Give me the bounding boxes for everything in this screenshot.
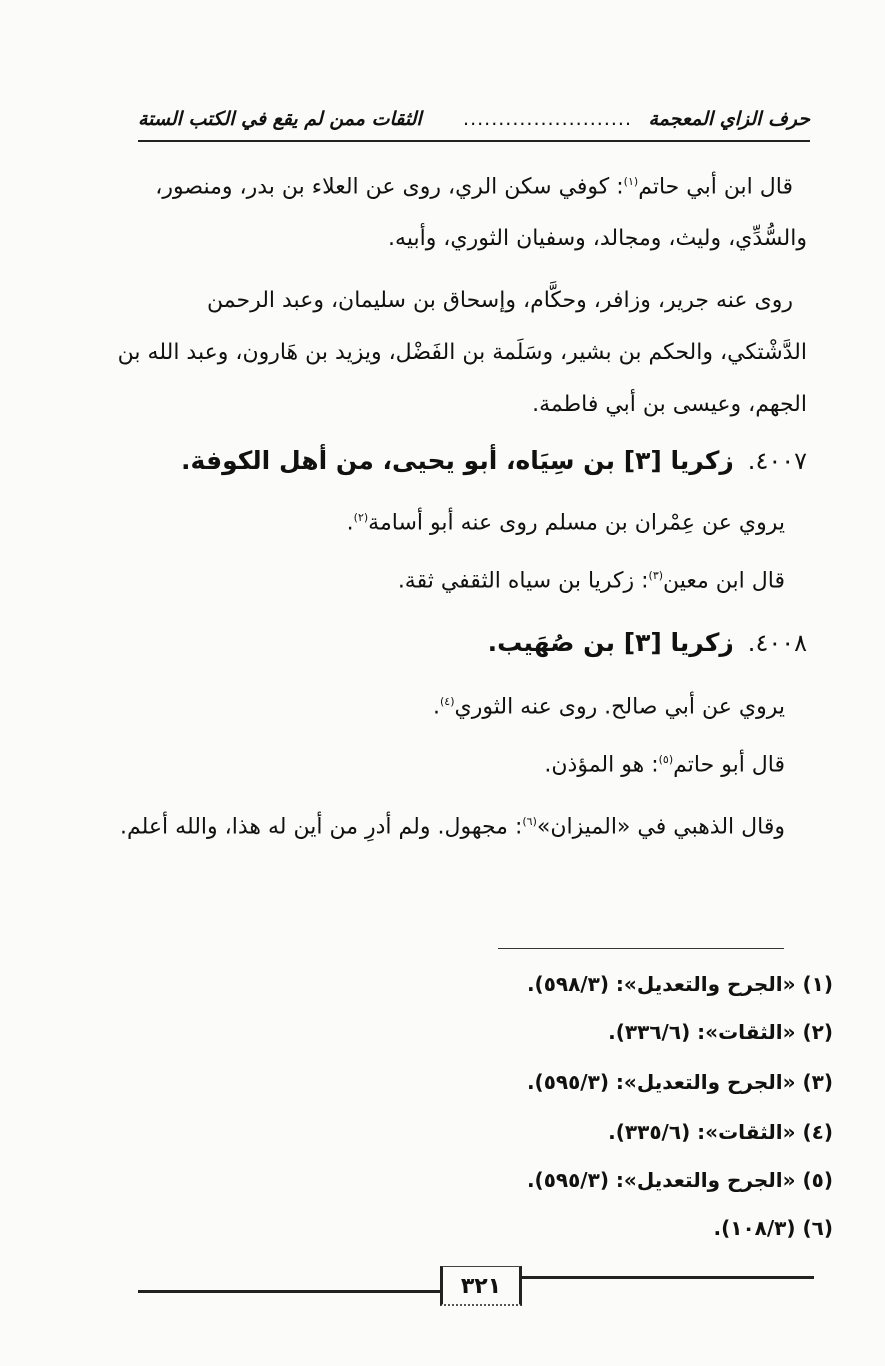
footnote-marker: (٣) xyxy=(648,569,664,582)
text-run: : كوفي سكن الري، روى عن العلاء بن بدر، ومنصور، xyxy=(155,174,624,200)
text-line: روى عنه جرير، وزافر، وحكَّام، وإسحاق بن سليمان، وعبد الرحمن xyxy=(207,288,793,313)
footnote-5: (٥) «الجرح والتعديل»: (٥٩٥/٣). xyxy=(526,1168,833,1192)
footnote-6: (٦) (١٠٨/٣). xyxy=(713,1216,833,1240)
text-run: : مجهول. ولم أدرِ من أين له هذا، والله أعلم. xyxy=(120,814,523,840)
text-line: الجهم، وعيسى بن أبي فاطمة. xyxy=(532,392,807,417)
footnote-3: (٣) «الجرح والتعديل»: (٥٩٥/٣). xyxy=(526,1070,833,1094)
footnote-marker: (٥) xyxy=(658,753,674,766)
footnote-2: (٢) «الثقات»: (٣٣٦/٦). xyxy=(608,1020,833,1044)
entry-heading-4008 xyxy=(87,628,807,657)
text-line xyxy=(105,696,785,718)
footnote-marker: (٤) xyxy=(440,695,455,708)
chapter-title: حرف الزاي المعجمة xyxy=(648,108,810,130)
footnote-marker: (٦) xyxy=(522,815,537,828)
text-run: وقال الذهبي في «الميزان» xyxy=(536,814,785,840)
text-run: : زكريا بن سياه الثقفي ثقة. xyxy=(397,568,649,594)
text-line xyxy=(105,754,785,776)
entry-number: ٤٠٠٨. xyxy=(747,629,807,657)
page-number-rule-right xyxy=(522,1276,814,1279)
entry-number: ٤٠٠٧. xyxy=(747,447,807,475)
page-number: ٣٢١ xyxy=(440,1266,522,1306)
footnote-marker: (٢) xyxy=(353,511,369,524)
text-line: الدَّشْتكي، والحكم بن بشير، وسَلَمة بن الفَضْل، ويزيد بن هَارون، وعبد الله بن xyxy=(117,340,807,365)
footnote-1: (١) «الجرح والتعديل»: (٥٩٨/٣). xyxy=(526,972,833,996)
text-line xyxy=(105,570,785,592)
footnote-marker: (١) xyxy=(623,175,639,188)
entry-heading-4007 xyxy=(87,446,807,475)
text-run: قال ابن معين xyxy=(663,568,785,594)
text-line: والسُّدِّي، وليث، ومجالد، وسفيان الثوري، وأبيه. xyxy=(388,226,807,251)
footnote-4: (٤) «الثقات»: (٣٣٥/٦). xyxy=(608,1120,833,1144)
running-header xyxy=(138,106,810,142)
text-line xyxy=(93,176,793,198)
text-run: قال ابن أبي حاتم xyxy=(638,174,793,200)
text-run: قال أبو حاتم xyxy=(673,752,785,778)
text-run: : هو المؤذن. xyxy=(544,752,659,778)
entry-title: زكريا [٣] بن صُهَيب. xyxy=(487,628,734,657)
text-line xyxy=(105,512,785,534)
page-number-rule-left xyxy=(138,1290,440,1293)
text-run: . xyxy=(433,694,440,720)
text-run: يروي عن عِمْران بن مسلم روى عنه أبو أسامة xyxy=(368,510,785,536)
text-run: يروي عن أبي صالح. روى عنه الثوري xyxy=(454,694,785,720)
footnote-separator xyxy=(498,948,784,949)
header-dots: ........................ xyxy=(463,108,632,130)
book-title: الثقات ممن لم يقع في الكتب الستة xyxy=(138,108,422,130)
entry-title: زكريا [٣] بن سِيَاه، أبو يحيى، من أهل الكوفة. xyxy=(181,446,734,475)
text-run: . xyxy=(346,510,354,536)
text-line xyxy=(105,816,785,838)
